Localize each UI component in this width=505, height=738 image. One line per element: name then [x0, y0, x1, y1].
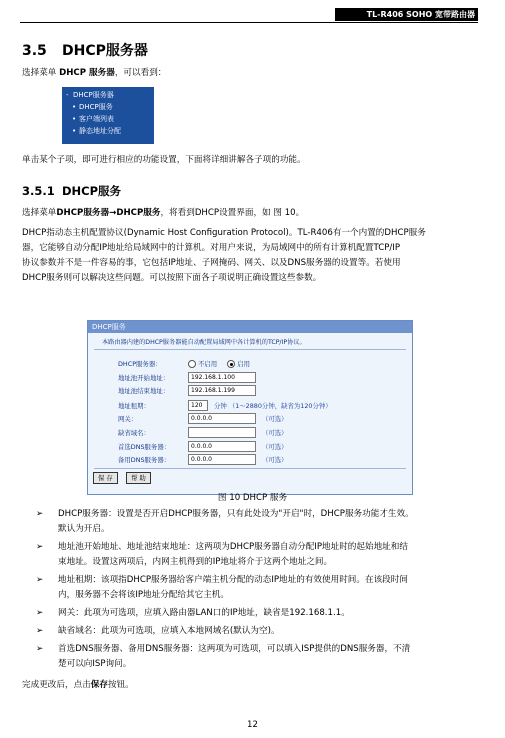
- screenshot-description: 本路由器内建的DHCP服务器能自动配置局域网中各计算机的TCP/IP协议。: [102, 339, 306, 346]
- subsection-title: DHCP服务: [62, 184, 122, 198]
- gateway-row: 网关： 0.0.0.0 （可选）: [118, 414, 288, 423]
- separator: [94, 468, 406, 469]
- subsection-heading: [22, 183, 121, 199]
- bullet-item: ➢ 首选DNS服务器、备用DNS服务器：这两项为可选项，可以填入ISP提供的DNS服务器，不清 楚可以向ISP询问。: [36, 644, 411, 669]
- lease-input[interactable]: 120: [188, 400, 208, 411]
- intro-bold: DHCP 服务器: [59, 68, 115, 78]
- bullet-item: ➢ 地址租期：该项指DHCP服务器给客户端主机分配的动态IP地址的有效使用时间。在该段时间 内，服务器不会将该IP地址分配给其它主机。: [36, 575, 408, 600]
- arrow-bullet-icon: ➢: [36, 542, 44, 552]
- menu-item: • DHCP服务: [72, 103, 113, 111]
- start-address-input[interactable]: 192.168.1.100: [188, 372, 256, 383]
- arrow-bullet-icon: ➢: [36, 644, 44, 654]
- arrow-bullet-icon: ➢: [36, 608, 44, 618]
- bullet-icon: •: [72, 115, 77, 123]
- section-title: DHCP服务器: [62, 43, 148, 59]
- lease-row: 地址租期： 120 分钟 （1～2880分钟，缺省为120分钟）: [118, 401, 332, 410]
- bullet-icon: •: [72, 127, 77, 135]
- save-button[interactable]: 保 存: [93, 472, 118, 484]
- screenshot-title: DHCP服务: [88, 321, 412, 333]
- arrow-bullet-icon: ➢: [36, 575, 44, 585]
- enable-radio[interactable]: [227, 360, 235, 368]
- bullet-item: ➢ 网关：此项为可选项，应填入路由器LAN口的IP地址，缺省是192.168.1.1。: [36, 606, 486, 621]
- menu-item: • 客户端列表: [72, 115, 114, 123]
- secondary-dns-input[interactable]: 0.0.0.0: [188, 454, 256, 465]
- dhcp-server-row: DHCP服务器： 不启用 启用: [118, 360, 250, 368]
- help-button[interactable]: 帮 助: [126, 472, 151, 484]
- dhcp-screenshot: [87, 320, 413, 495]
- closing-paragraph: 完成更改后，点击保存按钮。: [22, 680, 134, 690]
- bullet-item: ➢ 缺省域名：此项为可选项，应填入本地网域名(默认为空)。: [36, 624, 486, 639]
- intro-paragraph: [22, 66, 166, 81]
- minus-icon: -: [66, 91, 69, 99]
- description-line: 协议参数并不是一件容易的事，它包括IP地址、子网掩码、网关、以及DNS服务器的设置等。若使用: [22, 258, 401, 268]
- subsection-number: 3.5.1: [22, 184, 55, 198]
- section-heading: [22, 40, 148, 60]
- arrow-bullet-icon: ➢: [36, 626, 44, 636]
- menu-root: - DHCP服务器: [66, 91, 114, 99]
- description-line: DHCP指动态主机配置协议(Dynamic Host Configuration Protocol)。TL-R406有一个内置的DHCP服务: [22, 228, 426, 238]
- description-line: 器，它能够自动分配IP地址给局域网中的计算机。对用户来说，为局域网中的所有计算机配置TCP/IP: [22, 243, 401, 253]
- end-address-input[interactable]: 192.168.1.199: [188, 385, 256, 396]
- bullet-item: ➢ DHCP服务器：设置是否开启DHCP服务器，只有此处设为"开启"时，DHCP服务功能才生效。 默认为开启。: [36, 509, 414, 534]
- intro2-paragraph: 单击某个子项，即可进行相应的功能设置，下面将详细讲解各子项的功能。: [22, 155, 306, 165]
- primary-dns-input[interactable]: 0.0.0.0: [188, 441, 256, 452]
- primary-dns-row: 首选DNS服务器： 0.0.0.0 （可选）: [118, 442, 288, 451]
- bullet-list: [36, 507, 486, 672]
- separator: [94, 349, 406, 350]
- intro-text: 选择菜单: [22, 68, 60, 78]
- section-number: 3.5: [22, 43, 47, 59]
- intro-text-end: ，可以看到：: [114, 68, 167, 78]
- menu-item: • 静态地址分配: [72, 127, 121, 135]
- header-rule: [20, 22, 478, 23]
- start-address-row: 地址池开始地址： 192.168.1.100: [118, 372, 256, 383]
- secondary-dns-row: 备用DNS服务器： 0.0.0.0 （可选）: [118, 455, 288, 464]
- gateway-input[interactable]: 0.0.0.0: [188, 413, 256, 424]
- menu-screenshot: [62, 87, 154, 144]
- description-line: DHCP服务则可以解决这些问题。可以按照下面各子项说明正确设置这些参数。: [22, 273, 322, 283]
- select-paragraph: 选择菜单DHCP服务器→DHCP服务，将看到DHCP设置界面，如 图 10。: [22, 208, 305, 218]
- disable-radio[interactable]: [188, 360, 196, 368]
- domain-row: 缺省域名： （可选）: [118, 428, 288, 437]
- page-number: 12: [247, 720, 258, 730]
- end-address-row: 地址池结束地址： 192.168.1.199: [118, 385, 256, 396]
- arrow-bullet-icon: ➢: [36, 509, 44, 519]
- figure-caption: 图 10 DHCP 服务: [217, 493, 288, 503]
- domain-input[interactable]: [188, 427, 256, 438]
- bullet-icon: •: [72, 103, 77, 111]
- document-header: TL-R406 SOHO 宽带路由器: [335, 8, 478, 21]
- bullet-item: ➢ 地址池开始地址、地址池结束地址：这两项为DHCP服务器自动分配IP地址时的起始地址和结 束地址。设置这两项后，内网主机得到的IP地址将介于这两个地址之间。: [36, 542, 408, 567]
